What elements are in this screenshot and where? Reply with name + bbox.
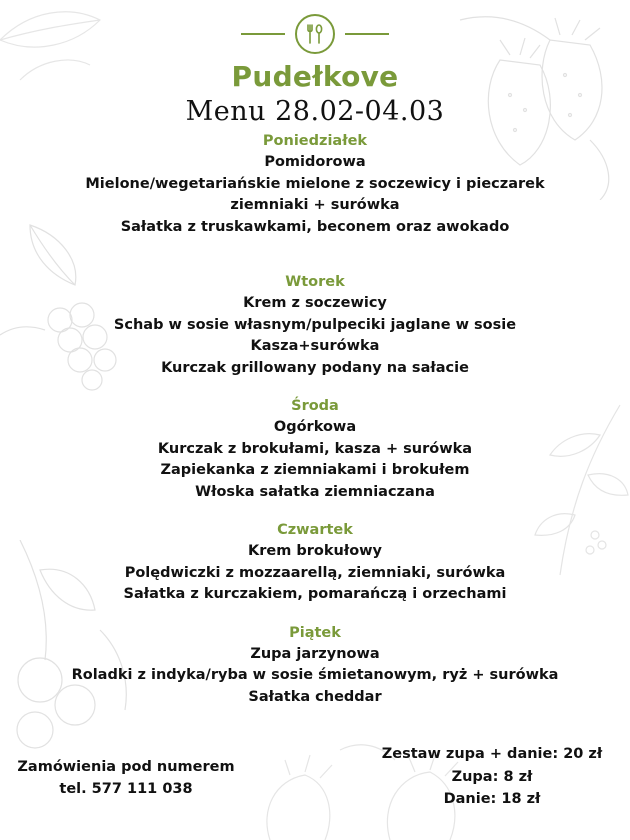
logo-line-right bbox=[345, 33, 389, 35]
order-contact bbox=[0, 756, 252, 800]
weekly-menu bbox=[0, 131, 630, 725]
day-section-friday bbox=[0, 623, 630, 709]
price-set: Zestaw zupa + danie: 20 zł bbox=[381, 746, 603, 762]
fork-spoon-icon bbox=[295, 14, 335, 54]
dish: Włoska sałatka ziemniaczana bbox=[195, 483, 435, 500]
order-phone: tel. 577 111 038 bbox=[59, 781, 193, 797]
dish: Krem z soczewicy bbox=[243, 295, 387, 311]
day-section-tuesday bbox=[0, 272, 630, 379]
dish: Kasza+surówka bbox=[250, 338, 380, 354]
menu-title: Menu 28.02-04.03 bbox=[185, 96, 445, 127]
dish: Krem brokułowy bbox=[247, 543, 383, 559]
dish: Sałatka z kurczakiem, pomarańczą i orzechami bbox=[123, 586, 507, 602]
day-name: Poniedziałek bbox=[262, 133, 368, 149]
brand-name: Pudełkove bbox=[231, 60, 399, 93]
dish: Sałatka z truskawkami, beconem oraz awokado bbox=[120, 218, 510, 235]
dish: Sałatka cheddar bbox=[248, 688, 382, 705]
dish: Schab w sosie własnym/pulpeciki jaglane w sosie bbox=[113, 316, 517, 333]
dish: Mielone/wegetariańskie mielone z soczewicy i pieczarek bbox=[85, 175, 545, 192]
dish: Kurczak grillowany podany na sałacie bbox=[161, 359, 469, 376]
day-name: Czwartek bbox=[277, 522, 353, 538]
day-section-wednesday bbox=[0, 396, 630, 503]
logo bbox=[0, 10, 630, 58]
dish: Ogórkowa bbox=[273, 419, 357, 435]
price-soup: Zupa: 8 zł bbox=[451, 768, 533, 785]
dish: ziemniaki + surówka bbox=[230, 197, 400, 213]
price-main: Danie: 18 zł bbox=[443, 791, 541, 807]
dish: Kurczak z brokułami, kasza + surówka bbox=[157, 440, 473, 457]
price-list bbox=[372, 743, 612, 811]
day-section-thursday bbox=[0, 520, 630, 606]
day-name: Środa bbox=[291, 398, 339, 414]
dish: Polędwiczki z mozzaarellą, ziemniaki, surówka bbox=[124, 564, 506, 581]
day-section-monday bbox=[0, 131, 630, 238]
menu-header bbox=[0, 10, 630, 128]
day-name: Wtorek bbox=[285, 274, 345, 290]
dish: Zapiekanka z ziemniakami i brokułem bbox=[160, 462, 470, 478]
dish: Roladki z indyka/ryba w sosie śmietanowym, ryż + surówka bbox=[71, 667, 559, 683]
day-name: Piątek bbox=[289, 624, 341, 641]
logo-line-left bbox=[241, 33, 285, 35]
order-contact-label: Zamówienia pod numerem bbox=[17, 759, 235, 775]
dish: Zupa jarzynowa bbox=[250, 645, 380, 662]
dish: Pomidorowa bbox=[264, 154, 366, 170]
